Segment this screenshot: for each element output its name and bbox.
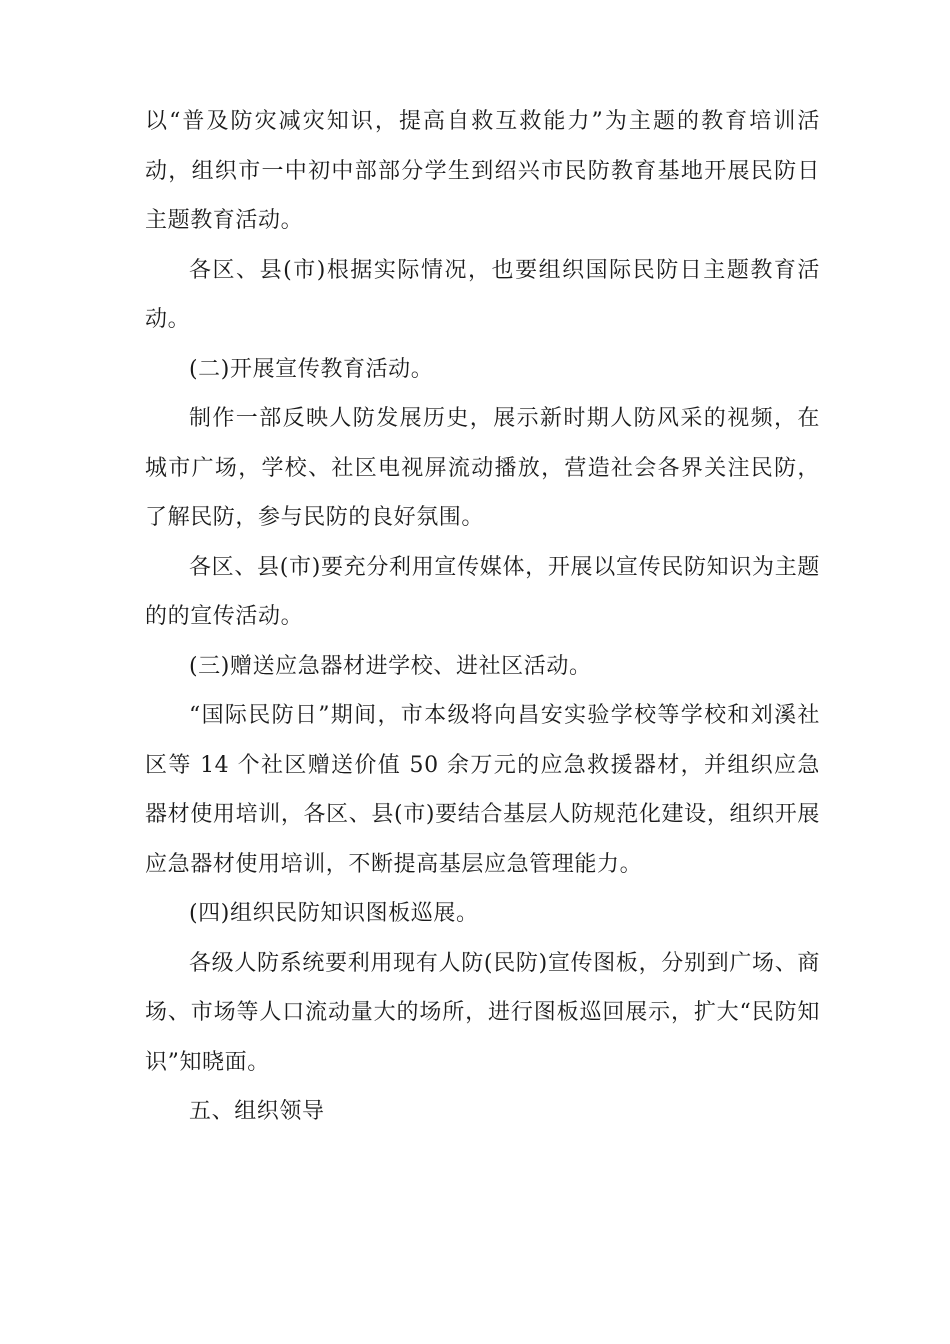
section-heading-4: (四)组织民防知识图板巡展。 [189,901,479,926]
section-heading-2: (二)开展宣传教育活动。 [189,356,434,382]
section-heading-3: (三)赠送应急器材进学校、进社区活动。 [189,653,592,679]
paragraph-3: 制作一部反映人防发展历史，展示新时期人防风采的视频，在城市广场，学校、社区电视屏流动播放，营造社会各界关注民防，了解民防，参与民防的良好氛围。 [145,406,820,530]
paragraph-4: 各区、县(市)要充分利用宣传媒体，开展以宣传民防知识为主题的的宣传活动。 [145,554,820,629]
paragraph-2: 各区、县(市)根据实际情况，也要组织国际民防日主题教育活动。 [145,257,820,332]
paragraph-1: 以“普及防灾减灾知识，提高自救互救能力”为主题的教育培训活动，组织市一中初中部部分学生到绍兴市民防教育基地开展民防日主题教育活动。 [145,109,820,233]
section-heading-5: 五、组织领导 [189,1099,325,1124]
document-body [145,97,820,1137]
paragraph-5: “国际民防日”期间，市本级将向昌安实验学校等学校和刘溪社区等 14 个社区赠送价值 50 余万元的应急救援器材，并组织应急器材使用培训，各区、县(市)要结合基层人防规范化建设，组织开展应急器材使用培训，不断提高基层应急管理能力。 [145,703,820,877]
paragraph-6: 各级人防系统要利用现有人防(民防)宣传图板，分别到广场、商场、市场等人口流动量大的场所，进行图板巡回展示，扩大“民防知识”知晓面。 [145,950,820,1075]
